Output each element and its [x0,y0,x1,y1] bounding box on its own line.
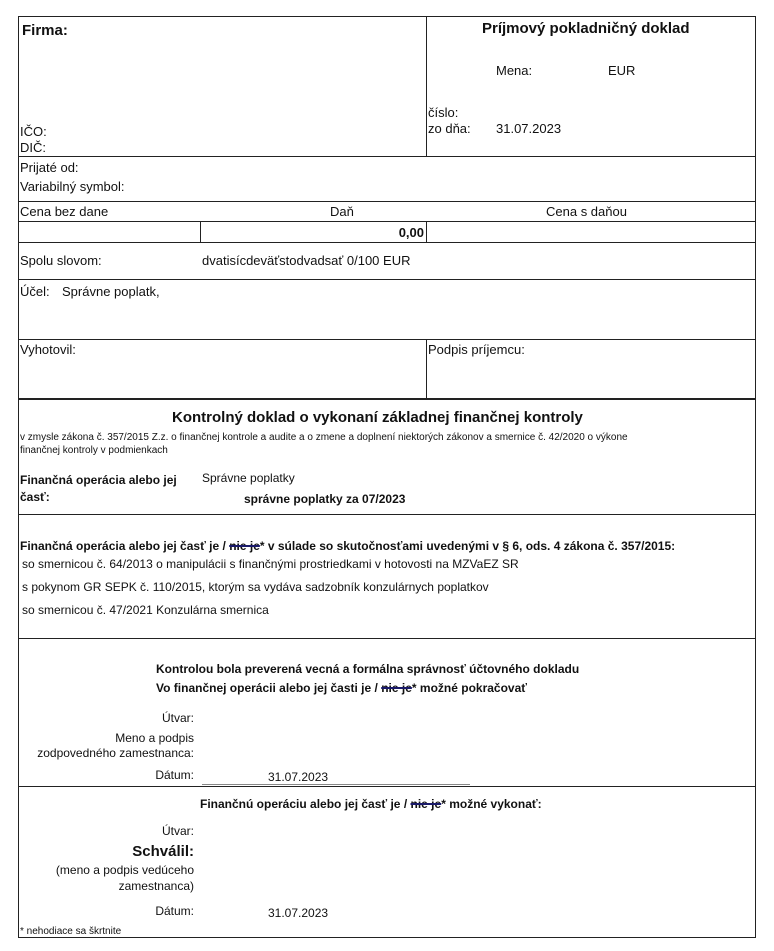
rule [18,514,756,515]
number-label: číslo: [428,105,459,120]
verification-lead: Vo finančnej operácii alebo jej časti je / [156,681,378,695]
rule [18,398,756,400]
verification-date-label: Dátum: [155,768,194,782]
date-label: zo dňa: [428,121,471,136]
net-price-label: Cena bez dane [20,204,109,219]
recipient-signature-label: Podpis príjemcu: [428,342,525,357]
rule [18,339,756,340]
approval-unit-label: Útvar: [161,824,194,838]
verification-name-label-1: Meno a podpis [115,731,194,745]
border-top [18,16,756,17]
in-words-label: Spolu slovom: [20,253,102,268]
operation-value-2: správne poplatky za 07/2023 [244,492,406,506]
currency-value: EUR [608,63,636,78]
verification-strike: nie je [381,681,412,695]
verification-line-2 [156,681,527,695]
ico-label: IČO: [20,124,47,139]
currency-label: Mena: [496,63,533,78]
control-title: Kontrolný doklad o vykonaní základnej finančnej kontroly [172,409,583,426]
verification-name-label-2: zodpovedného zamestnanca: [37,746,194,760]
border-right [755,16,756,938]
tax-value: 0,00 [398,225,424,240]
compliance-rest: * v súlade so skutočnosťami uvedenými v § 6, ods. 4 zákona č. 357/2015: [259,539,676,553]
verification-unit-label: Útvar: [161,711,194,725]
control-law-line-1: v zmysle zákona č. 357/2015 Z.z. o finančnej kontrole a audite a o zmene a doplnení niektorých zákonov a smernice č. 42/2020 o výkone [20,432,628,443]
approval-date-value: 31.07.2023 [268,906,329,920]
price-divider [200,221,201,242]
rule [18,786,756,787]
approval-strike: nie je [410,797,442,811]
approved-sub-1: (meno a podpis vedúceho [55,863,194,877]
firm-label: Firma: [22,22,68,39]
date-value: 31.07.2023 [496,121,562,136]
tax-label: Daň [330,204,354,219]
variable-symbol-label: Variabilný symbol: [20,179,125,194]
operation-label-2: časť: [20,490,50,504]
in-words-value: dvatisícdeväťstodvadsať 0/100 EUR [202,253,411,268]
approved-sub-2: zamestnanca) [118,879,194,893]
rule [18,638,756,639]
operation-label-1: Finančná operácia alebo jej [20,473,177,487]
approval-date-label: Dátum: [155,904,194,918]
purpose-label: Účel: [20,284,50,299]
price-divider [426,221,427,242]
control-law-line-2: finančnej kontroly v podmienkach [20,445,168,456]
purpose-value: Správne poplatk, [62,284,160,299]
header-divider [426,16,427,156]
rule [18,221,756,222]
verification-date-value: 31.07.2023 [268,770,329,784]
received-from-label: Prijaté od: [20,160,79,175]
rule [18,156,756,157]
rule [18,279,756,280]
footnote: * nehodiace sa škrtnite [20,926,122,937]
approved-label: Schválil: [132,843,194,860]
rule [18,201,756,202]
document-title: Príjmový pokladničný doklad [482,20,690,37]
gross-price-label: Cena s daňou [546,204,627,219]
compliance-item: s pokynom GR SEPK č. 110/2015, ktorým sa vydáva sadzobník konzulárnych poplatkov [22,580,489,594]
compliance-item: so smernicou č. 64/2013 o manipulácii s finančnými prostriedkami v hotovosti na MZVaEZ SR [22,557,519,571]
approval-lead: Finančnú operáciu alebo jej časť je / [200,797,408,811]
issued-by-label: Vyhotovil: [20,342,76,357]
verification-rest: * možné pokračovať [411,681,528,695]
compliance-item: so smernicou č. 47/2021 Konzulárna smernica [22,603,269,617]
verification-date-underline [202,784,470,785]
dic-label: DIČ: [20,140,46,155]
verification-line-1: Kontrolou bola preverená vecná a formálna správnosť účtovného dokladu [156,662,580,676]
approval-rest: * možné vykonať: [441,797,542,811]
border-left [18,16,19,938]
compliance-statement [20,539,675,553]
compliance-lead: Finančná operácia alebo jej časť je / [20,539,226,553]
operation-value-1: Správne poplatky [202,471,295,485]
compliance-strike: nie je [229,539,260,553]
border-bottom [18,937,756,938]
rule [18,242,756,243]
approval-line [200,797,542,811]
signature-divider [426,339,427,398]
